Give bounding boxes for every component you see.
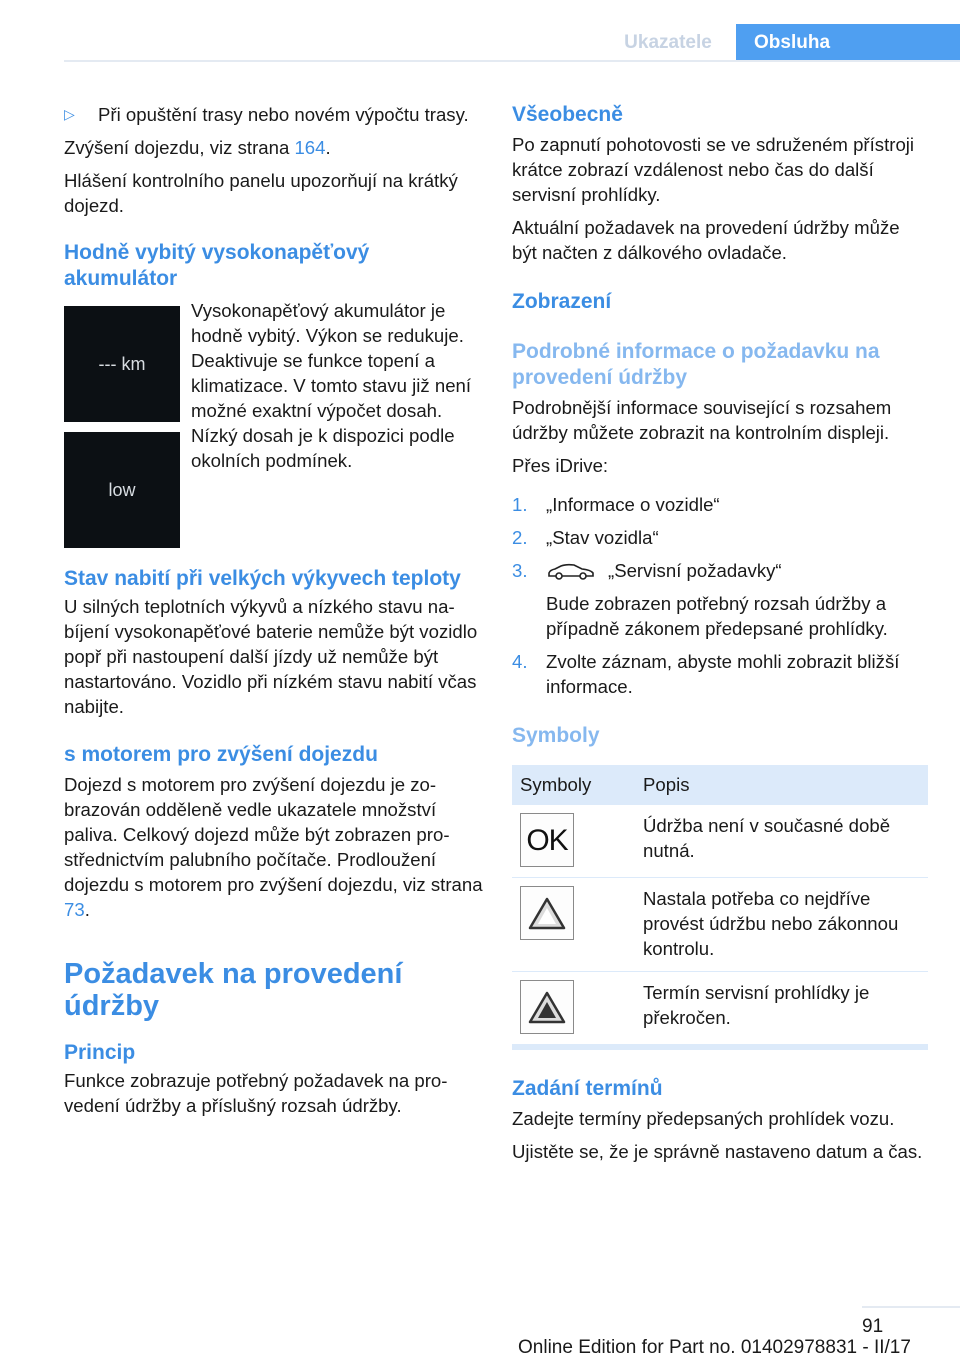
heading-princip: Princip	[64, 1041, 136, 1064]
heading-akumulator: Hodně vybitý vysokonapěťový akumulátor	[64, 241, 370, 290]
paragraph-dojezd	[64, 135, 484, 160]
table-row	[512, 878, 928, 972]
step-text: Zvolte záznam, abyste mohli zobrazit bližší informace.	[546, 651, 900, 697]
heading-stav-nabiti: Stav nabití při velkých výkyvech teploty	[64, 567, 461, 590]
footer-divider	[862, 1306, 960, 1308]
symbol-cell	[512, 972, 635, 1045]
symbols-table	[512, 765, 928, 1045]
paragraph-end: .	[325, 137, 331, 158]
step-subtext: Bude zobrazen potřebný rozsah údržby a případně zákonem předepsané prohlídky.	[546, 593, 888, 639]
column-header-symboly: Symboly	[512, 765, 635, 805]
paragraph-text: Zvýšení dojezdu, viz strana	[64, 137, 295, 158]
heading-zobrazeni: Zobrazení	[512, 290, 612, 313]
heading-symboly: Symboly	[512, 724, 600, 747]
heading-podrobne: Podrobné informace o požadavku na provedení údržby	[512, 340, 880, 389]
step-number: 4.	[512, 651, 528, 672]
display-low-text: low	[108, 479, 136, 500]
table-header-row	[512, 765, 928, 805]
page-link-164[interactable]: 164	[294, 137, 326, 158]
tab-ukazatele[interactable]: Ukazatele	[624, 32, 712, 53]
display-km-text: --- km	[98, 353, 146, 374]
right-column	[512, 102, 928, 1164]
list-item	[512, 492, 928, 517]
left-column	[64, 102, 484, 1118]
symbol-cell	[512, 878, 635, 972]
paragraph-princip: Funkce zobrazuje potřebný požadavek na provedení údržby a příslušný rozsah údržby.	[64, 1070, 448, 1116]
bullet-text: Při opuštění trasy nebo novém výpočtu trasy.	[98, 104, 469, 125]
paragraph-motor	[64, 772, 484, 922]
edition-note: Online Edition for Part no. 01402978831 - II/17	[518, 1337, 911, 1358]
figure-row	[64, 298, 484, 546]
table-row	[512, 805, 928, 878]
page-number: 91	[862, 1316, 884, 1337]
tab-obsluha[interactable]: Obsluha	[736, 24, 960, 62]
paragraph-zadani-1: Zadejte termíny předepsaných prohlídek vozu.	[512, 1108, 895, 1129]
warning-triangle-filled-icon	[520, 980, 574, 1034]
paragraph-text: Dojezd s motorem pro zvýšení dojezdu je zobrazován odděleně vedle ukazatele množství paliva. Celkový dojezd může být zobrazen prostřednictvím palubního počítače. Prodloužení dojezdu s motorem pro zvýšení dojezdu, viz strana	[64, 774, 483, 895]
symbol-cell	[512, 805, 635, 878]
heading-zadani: Zadání termínů	[512, 1077, 663, 1100]
description-cell: Termín servisní prohlídky je překročen.	[635, 972, 928, 1045]
paragraph-vseobecne-2: Aktuální požadavek na provedení údržby může být načten z dálkového ovladače.	[512, 217, 900, 263]
paragraph-zadani-2: Ujistěte se, že je správně nastaveno datum a čas.	[512, 1141, 923, 1162]
step-text-label: „Servisní požadavky“	[608, 560, 782, 581]
ok-icon-text: OK	[526, 823, 568, 857]
step-text: „Informace o vozidle“	[546, 494, 720, 515]
header-divider	[64, 60, 960, 62]
warning-triangle-icon	[520, 886, 574, 940]
ok-icon	[520, 813, 574, 867]
column-header-popis: Popis	[635, 765, 928, 805]
figure-description: Vysokonapěťový akumulátor je hodně vybitý. Výkon se redukuje. Deaktivuje se funkce topení a klimatizace. V tomto stavu již není možné exaktní výpočet dosah. Nízký dosah je k dispozici podle okolních podmínek.	[191, 300, 472, 471]
description-cell: Údržba není v současné době nutná.	[635, 805, 928, 878]
table-end-bar	[512, 1045, 928, 1050]
display-km-image	[64, 306, 180, 422]
heading-vseobecne: Všeobecně	[512, 103, 623, 126]
page-link-73[interactable]: 73	[64, 899, 85, 920]
heading-motor: s motorem pro zvýšení dojezdu	[64, 743, 378, 766]
paragraph-hlaseni: Hlášení kontrolního panelu upozorňují na krátký dojezd.	[64, 170, 458, 216]
bullet-item	[64, 102, 484, 127]
list-item	[512, 558, 928, 641]
table-row	[512, 972, 928, 1045]
display-low-image	[64, 432, 180, 548]
paragraph-podrobne: Podrobnější informace související s rozsahem údržby můžete zobrazit na kontrolním displeji.	[512, 397, 892, 443]
car-icon	[546, 563, 596, 581]
paragraph-idrive: Přes iDrive:	[512, 455, 609, 476]
bullet-triangle-icon: ▷	[64, 106, 75, 122]
paragraph-end: .	[84, 899, 90, 920]
description-cell: Nastala potřeba co nejdříve provést údržbu nebo zákonnou kontrolu.	[635, 878, 928, 972]
paragraph-vseobecne-1: Po zapnutí pohotovosti se ve sdruženém přístroji krátce zobrazí vzdálenost nebo čas do další servisní prohlídky.	[512, 134, 915, 205]
step-text: „Stav vozidla“	[546, 527, 659, 548]
steps-list	[512, 492, 928, 699]
step-number: 3.	[512, 560, 528, 581]
paragraph-stav-nabiti: U silných teplotních výkyvů a nízkého stavu nabíjení vysokonapěťové baterie nemůže být vozidlo popř při nastoupení další jízdy už nemůže být nastartováno. Vozidlo při nízkém stavu nabití včas nabijte.	[64, 596, 478, 717]
step-text	[546, 558, 928, 583]
step-number: 2.	[512, 527, 528, 548]
list-item	[512, 649, 928, 699]
step-number: 1.	[512, 494, 528, 515]
heading-pozadavek: Požadavek na provedení údržby	[64, 958, 403, 1022]
list-item	[512, 525, 928, 550]
